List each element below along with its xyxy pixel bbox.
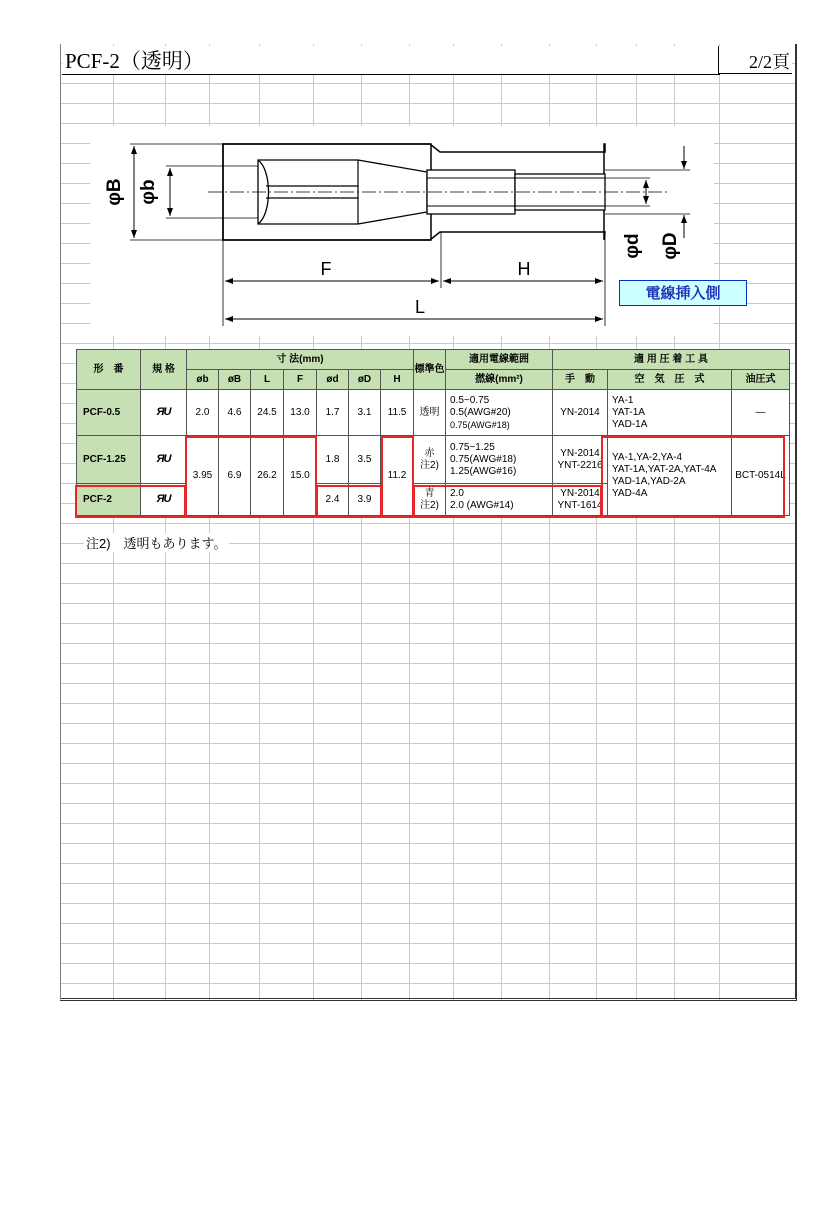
dim-B: 4.6: [219, 390, 251, 436]
header-tools: 適 用 圧 着 工 具: [553, 350, 790, 370]
spec-table: [76, 349, 790, 516]
label-phi-b: φb: [138, 179, 159, 205]
dim-b: 2.0: [187, 390, 219, 436]
table-row: [77, 390, 790, 436]
ul-mark: [141, 436, 187, 484]
header-col-L: L: [251, 370, 284, 390]
header-col-b: øb: [187, 370, 219, 390]
pneumatic-tool: YA-1,YA-2,YA-4 YAT-1A,YAT-2A,YAT-4A YAD-1A,YAD-2A YAD-4A: [608, 436, 732, 516]
wire-cell: 0.75~1.25 0.75(AWG#18) 1.25(AWG#16): [446, 436, 553, 484]
header-wire-range: 適用電線範囲: [446, 350, 553, 370]
color-cell: 青 注2): [414, 484, 446, 516]
label-phi-D: φD: [660, 232, 681, 260]
label-H: H: [517, 259, 531, 279]
ul-mark: [141, 484, 187, 516]
color-cell: 透明: [414, 390, 446, 436]
pneumatic-tool: YA-1 YAT-1A YAD-1A: [608, 390, 732, 436]
manual-tool: YN-2014 YNT-1614: [553, 484, 608, 516]
label-phi-d: φd: [622, 233, 643, 259]
header-dimensions: 寸 法(mm): [187, 350, 414, 370]
model-cell: PCF-0.5: [77, 390, 141, 436]
label-L: L: [414, 297, 426, 317]
dim-D: 3.9: [349, 484, 381, 516]
header-pneumatic: 空 気 圧 式: [608, 370, 732, 390]
color-cell: 赤 注2): [414, 436, 446, 484]
ul-icon: ЯU: [156, 453, 171, 465]
wire-insertion-side-tag: 電線挿入側: [619, 280, 747, 306]
manual-tool: YN-2014: [553, 390, 608, 436]
header-color: 標準色: [414, 350, 446, 390]
header-model: 形 番: [77, 350, 141, 390]
dim-B: 6.9: [219, 436, 251, 516]
footnote: 注2) 透明もあります。: [84, 533, 229, 552]
header-col-B: øB: [219, 370, 251, 390]
dim-D: 3.1: [349, 390, 381, 436]
ul-mark: [141, 390, 187, 436]
dim-d: 1.7: [317, 390, 349, 436]
hydraulic-tool: BCT-0514L: [732, 436, 790, 516]
dim-H: 11.5: [381, 390, 414, 436]
table-row: [77, 436, 790, 484]
dim-D: 3.5: [349, 436, 381, 484]
label-F: F: [320, 259, 332, 279]
dim-d: 2.4: [317, 484, 349, 516]
wire-cell: 0.5~0.75 0.5(AWG#20) 0.75(AWG#18): [446, 390, 553, 436]
label-phi-B: φB: [104, 178, 125, 206]
manual-tool: YN-2014 YNT-2216: [553, 436, 608, 484]
header-col-D: øD: [349, 370, 381, 390]
header-hydraulic: 油圧式: [732, 370, 790, 390]
model-cell: PCF-1.25: [77, 436, 141, 484]
dim-b: 3.95: [187, 436, 219, 516]
dim-F: 13.0: [284, 390, 317, 436]
model-cell: PCF-2: [77, 484, 141, 516]
page-title: PCF-2（透明）: [62, 46, 720, 75]
header-col-H: H: [381, 370, 414, 390]
header-manual: 手 動: [553, 370, 608, 390]
hydraulic-tool: —: [732, 390, 790, 436]
dim-d: 1.8: [317, 436, 349, 484]
header-col-d: ød: [317, 370, 349, 390]
header-strand: 撚線(mm²): [446, 370, 553, 390]
dim-L: 24.5: [251, 390, 284, 436]
ul-icon: ЯU: [156, 493, 171, 505]
dim-F: 15.0: [284, 436, 317, 516]
dim-L: 26.2: [251, 436, 284, 516]
dim-H: 11.2: [381, 436, 414, 516]
ul-icon: ЯU: [156, 406, 171, 418]
page-number: 2/2頁: [718, 46, 792, 74]
wire-cell: 2.0 2.0 (AWG#14): [446, 484, 553, 516]
header-standard: 規 格: [141, 350, 187, 390]
header-col-F: F: [284, 370, 317, 390]
